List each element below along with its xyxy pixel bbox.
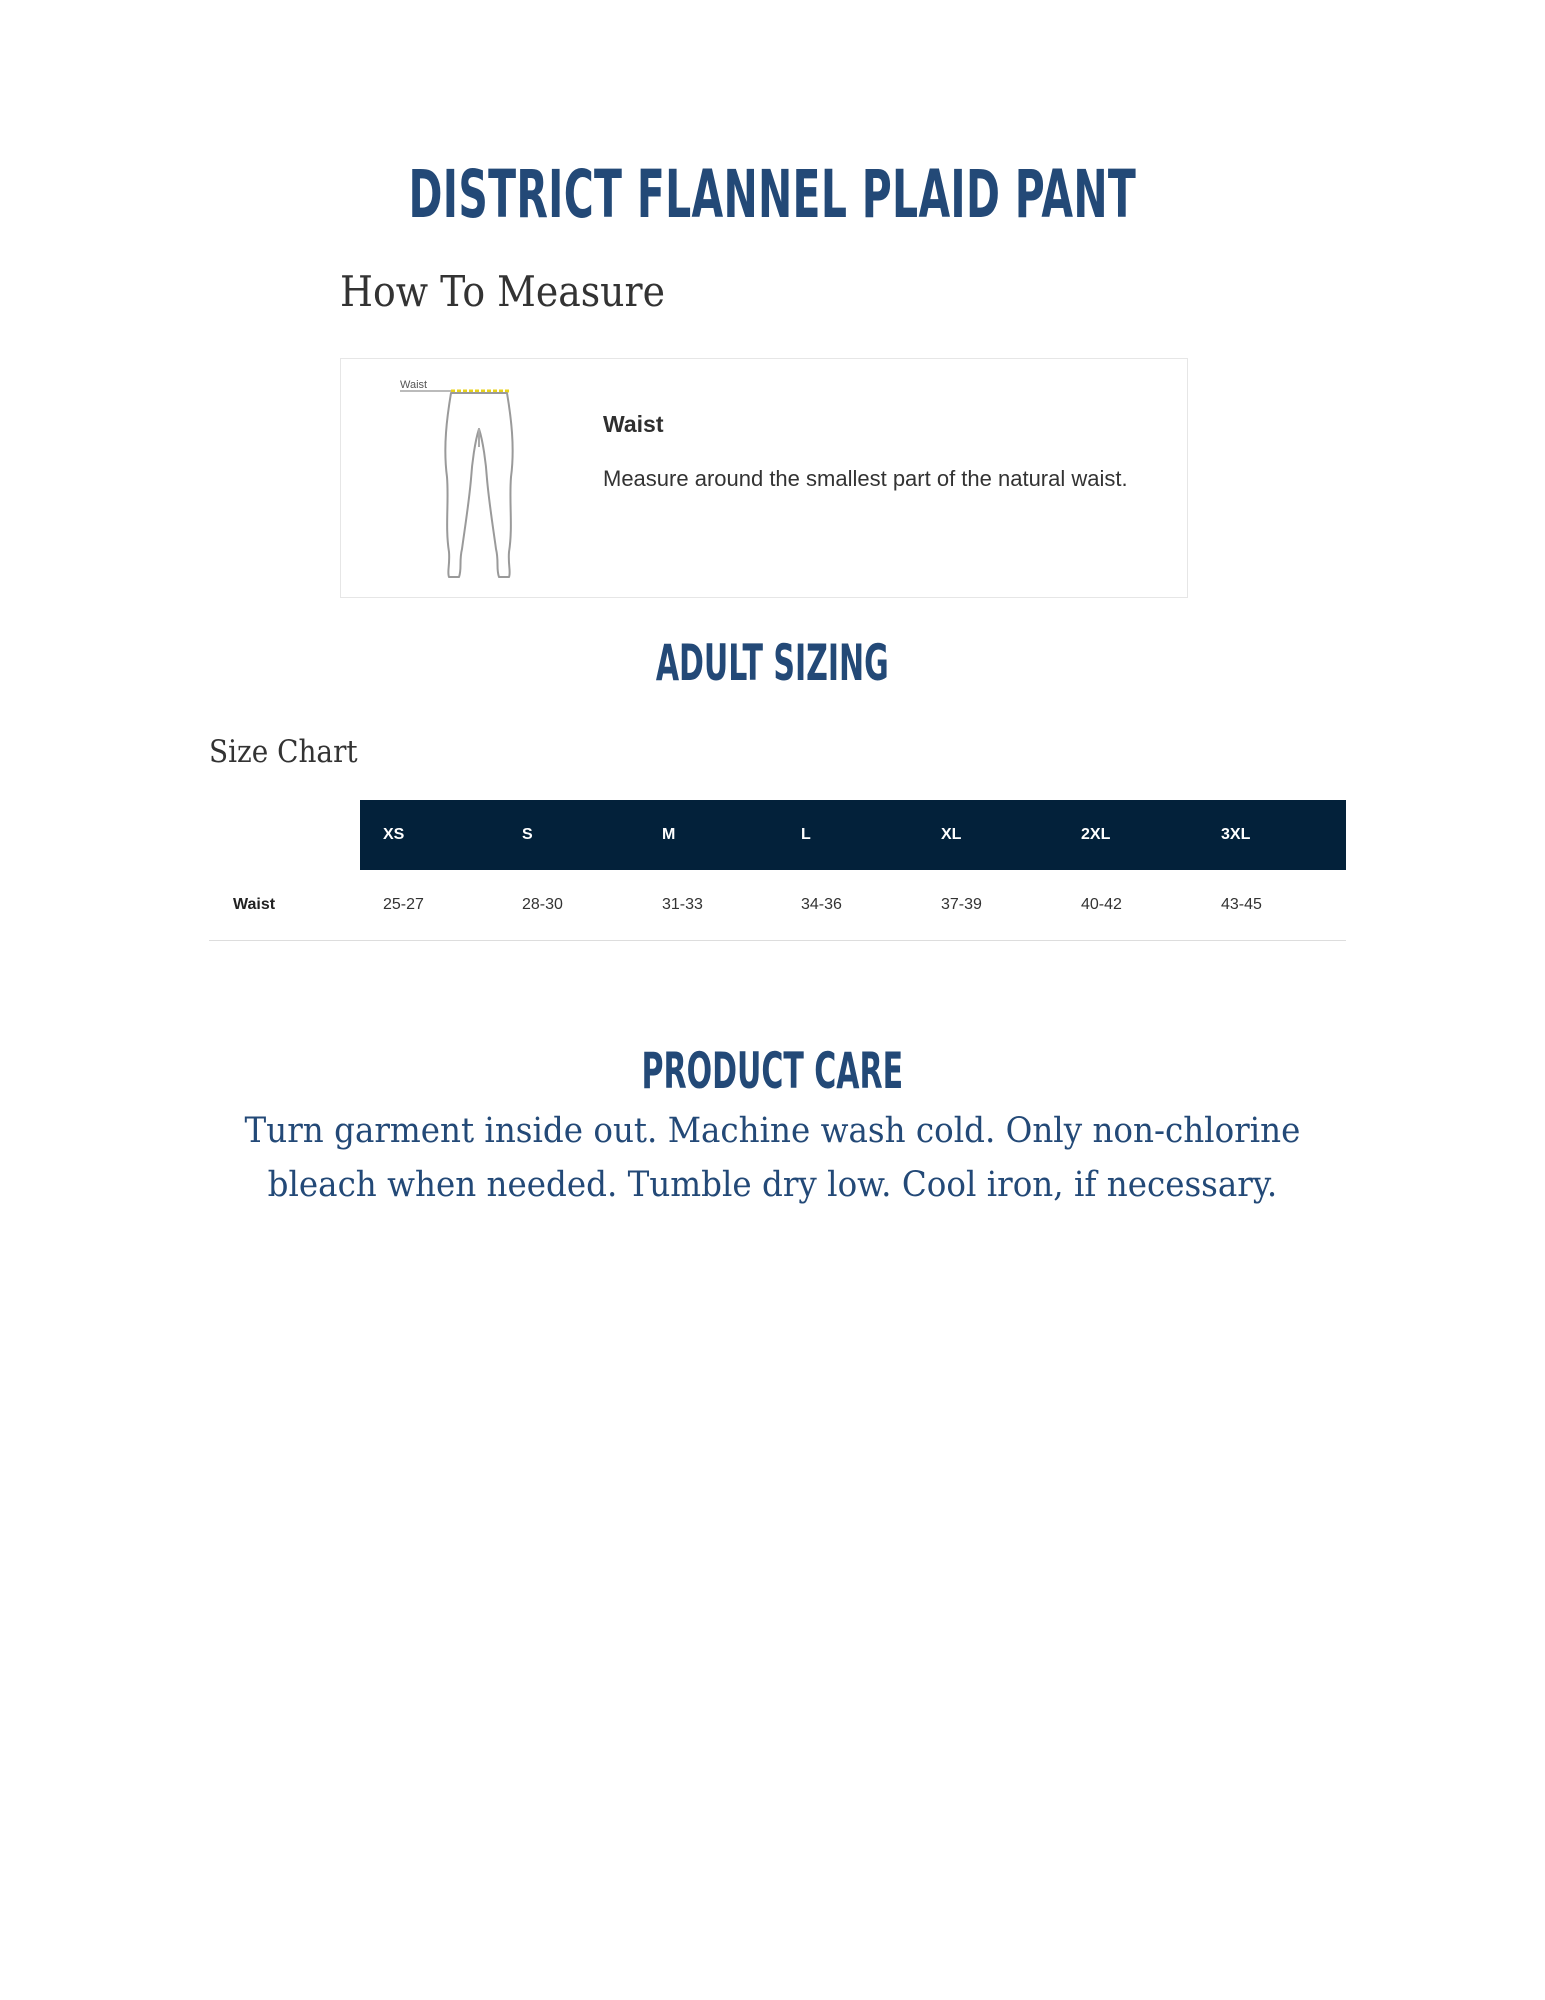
table-row-label: Waist xyxy=(233,896,276,913)
size-column-header: XS xyxy=(383,826,405,843)
table-cell: 40-42 xyxy=(1081,896,1122,913)
page-title: DISTRICT FLANNEL PLAID PANT xyxy=(408,156,1137,233)
table-cell: 28-30 xyxy=(522,896,563,913)
pant-diagram-waist-label: Waist xyxy=(400,379,428,391)
product-care-heading: PRODUCT CARE xyxy=(641,1042,904,1100)
table-cell: 31-33 xyxy=(662,896,703,913)
size-column-header: XL xyxy=(941,826,962,843)
adult-sizing-heading: ADULT SIZING xyxy=(655,634,889,692)
size-table-header xyxy=(360,800,1346,870)
measure-item-description: Measure around the smallest part of the natural waist. xyxy=(603,466,1128,491)
size-column-header: L xyxy=(801,826,811,843)
table-cell: 25-27 xyxy=(383,896,424,913)
measure-card xyxy=(340,358,1188,598)
size-chart-table xyxy=(209,800,1346,941)
measure-item-title: Waist xyxy=(603,411,664,437)
table-row-divider xyxy=(209,940,1346,941)
pant-diagram-icon xyxy=(391,377,591,587)
product-care-text: Turn garment inside out. Machine wash cold. Only non-chlorine bleach when needed. Tumble dry low. Cool iron, if necessary. xyxy=(244,1111,1301,1205)
table-cell: 34-36 xyxy=(801,896,842,913)
size-column-header: 3XL xyxy=(1221,826,1251,843)
size-column-header: M xyxy=(662,826,676,843)
size-column-header: 2XL xyxy=(1081,826,1111,843)
size-column-header: S xyxy=(522,826,533,843)
table-cell: 37-39 xyxy=(941,896,982,913)
how-to-measure-heading: How To Measure xyxy=(340,267,665,316)
table-cell: 43-45 xyxy=(1221,896,1262,913)
size-chart-heading: Size Chart xyxy=(209,734,358,770)
